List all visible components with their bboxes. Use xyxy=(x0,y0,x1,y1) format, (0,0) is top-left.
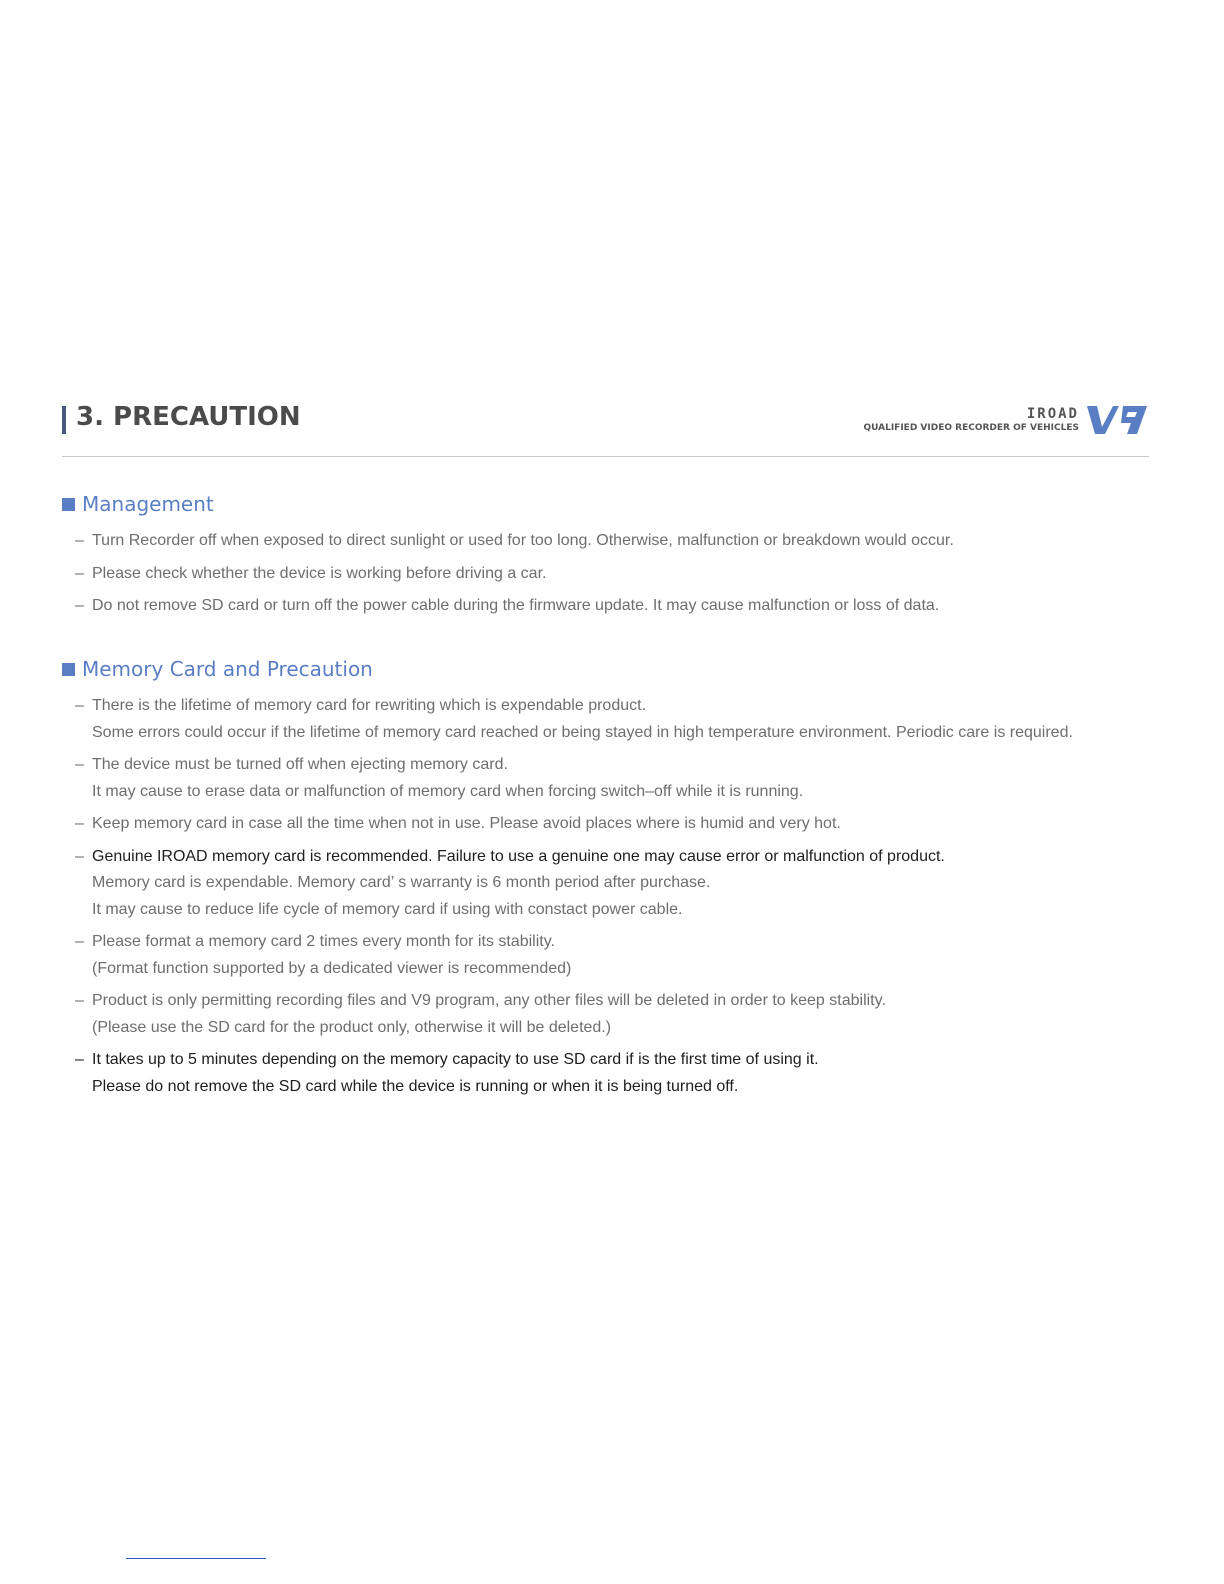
dash-bullet: – xyxy=(75,847,84,865)
item-text: Some errors could occur if the lifetime of memory card reached or being stayed in high temperature environment. Periodic care is required. xyxy=(92,723,1073,741)
item-list xyxy=(62,528,1149,620)
item-text: (Please use the SD card for the product only, otherwise it will be deleted.) xyxy=(92,1018,612,1036)
list-item xyxy=(62,593,1149,620)
item-text: Memory card is expendable. Memory card’ s warranty is 6 month period after purchase. xyxy=(92,874,711,891)
list-item xyxy=(62,561,1149,588)
item-text-emphasis: It takes up to 5 minutes depending on the memory capacity to use SD card if is the first time of using it. xyxy=(92,1051,819,1068)
item-text: Do not remove SD card or turn off the power cable during the firmware update. It may cause malfunction or loss of data. xyxy=(92,597,940,614)
brand-name: IROAD xyxy=(1026,406,1079,422)
dash-bullet: – xyxy=(75,697,84,714)
item-text-emphasis: Genuine IROAD memory card is recommended. Failure to use a genuine one may cause error or malfunction of product. xyxy=(92,847,945,865)
dash-bullet: – xyxy=(75,597,84,614)
footnote-divider xyxy=(126,1558,266,1559)
dash-bullet: – xyxy=(75,756,84,773)
square-bullet-icon xyxy=(62,663,75,676)
item-text: It may cause to erase data or malfunction of memory card when forcing switch–off while it is running. xyxy=(92,782,804,800)
list-item xyxy=(62,528,1149,555)
dash-bullet: – xyxy=(75,933,84,950)
header-divider xyxy=(62,456,1149,457)
brand-logo-block xyxy=(863,400,1149,440)
section-title: Memory Card and Precaution xyxy=(82,657,373,681)
item-text: (Format function supported by a dedicated viewer is recommended) xyxy=(92,959,572,977)
list-item xyxy=(62,752,1149,805)
list-item xyxy=(62,844,1149,924)
list-item xyxy=(62,811,1149,838)
brand-tagline: QUALIFIED VIDEO RECORDER OF VEHICLES xyxy=(863,423,1079,433)
item-list xyxy=(62,693,1149,1100)
title-accent-bar xyxy=(62,406,66,434)
item-text: Product is only permitting recording files and V9 program, any other files will be deleted in order to keep stability. xyxy=(92,992,886,1009)
item-text: It may cause to reduce life cycle of memory card if using with constact power cable. xyxy=(92,900,683,918)
dash-bullet: – xyxy=(75,532,84,549)
section-heading xyxy=(62,490,1149,518)
section-title: Management xyxy=(82,492,214,516)
section-memory-card xyxy=(62,655,1149,1106)
dash-bullet: – xyxy=(75,1051,84,1068)
item-text: Please check whether the device is working before driving a car. xyxy=(92,564,547,582)
list-item xyxy=(62,929,1149,982)
item-text: Please format a memory card 2 times every month for its stability. xyxy=(92,933,555,950)
dash-bullet: – xyxy=(75,992,84,1009)
list-item xyxy=(62,693,1149,746)
item-text-emphasis: Please do not remove the SD card while the device is running or when it is being turned off. xyxy=(92,1077,739,1095)
item-text: There is the lifetime of memory card for rewriting which is expendable product. xyxy=(92,697,647,714)
brand-text xyxy=(863,406,1079,434)
section-management xyxy=(62,490,1149,626)
section-heading xyxy=(62,655,1149,683)
item-text: Keep memory card in case all the time when not in use. Please avoid places where is humid and very hot. xyxy=(92,815,841,832)
item-text: The device must be turned off when ejecting memory card. xyxy=(92,756,508,773)
list-item xyxy=(62,988,1149,1041)
item-text: Turn Recorder off when exposed to direct sunlight or used for too long. Otherwise, malfunction or breakdown would occur. xyxy=(92,532,954,549)
v9-logo-icon xyxy=(1085,403,1149,437)
list-item xyxy=(62,1047,1149,1100)
dash-bullet: – xyxy=(75,564,84,582)
dash-bullet: – xyxy=(75,815,84,832)
page-header xyxy=(62,400,1149,440)
page-title: 3. PRECAUTION xyxy=(76,402,301,432)
square-bullet-icon xyxy=(62,498,75,511)
